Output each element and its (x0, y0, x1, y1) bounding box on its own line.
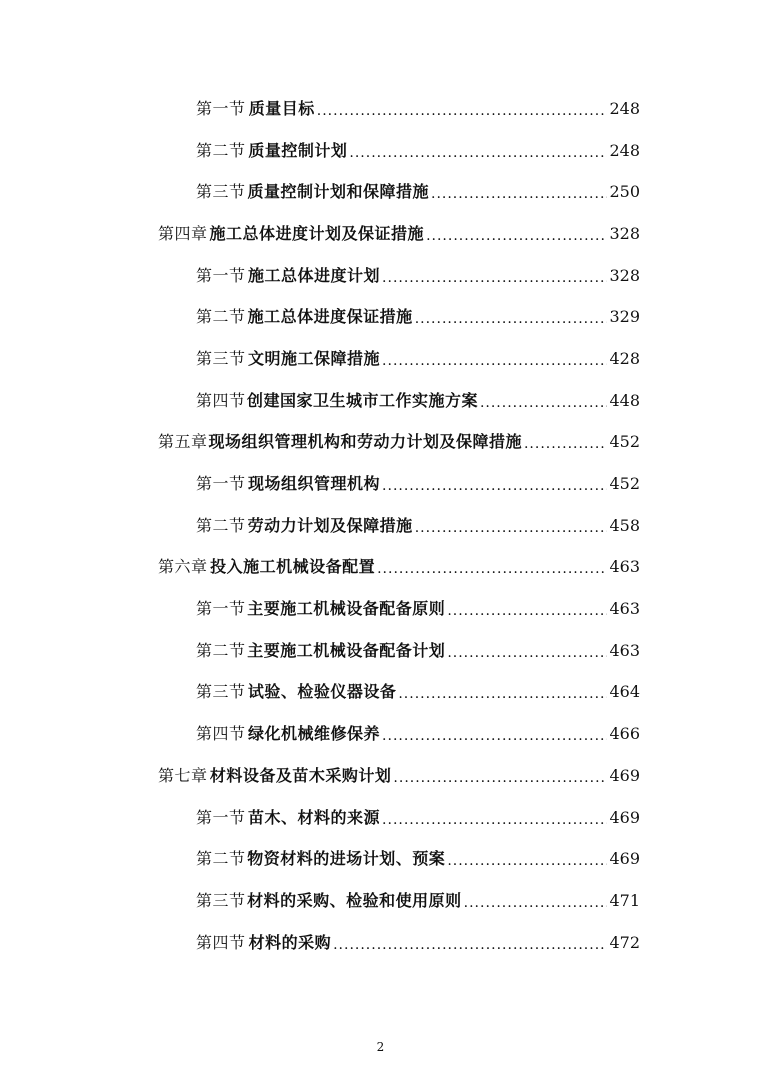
toc-entry-page: 469 (609, 807, 640, 827)
toc-entry-title: 投入施工机械设备配置 (210, 557, 376, 577)
toc-dot-leader (426, 226, 607, 246)
toc-entry[interactable] (0, 130, 761, 172)
toc-entry-page: 250 (609, 182, 640, 202)
toc-entry[interactable] (0, 672, 761, 714)
toc-entry-label: 第四节 (196, 932, 246, 952)
toc-entry-title: 施工总体进度保证措施 (247, 307, 413, 327)
toc-entry-label: 第三节 (196, 348, 246, 368)
toc-dot-leader (415, 309, 608, 329)
toc-dot-leader (431, 184, 607, 204)
toc-dot-leader (464, 893, 608, 913)
toc-entry-label: 第二节 (196, 140, 246, 160)
toc-entry-title: 材料的采购、检验和使用原则 (247, 890, 462, 910)
toc-entry-label: 第四节 (196, 390, 246, 410)
toc-entry-label: 第五章 (158, 432, 208, 452)
toc-entry[interactable] (0, 755, 761, 797)
toc-dot-leader (333, 935, 607, 955)
toc-entry-label: 第一节 (196, 98, 246, 118)
toc-entry-page: 463 (609, 557, 640, 577)
toc-entry-label: 第二节 (196, 515, 246, 535)
toc-entry[interactable] (0, 588, 761, 630)
toc-entry[interactable] (0, 338, 761, 380)
toc-entry-label: 第四章 (158, 223, 208, 243)
toc-dot-leader (447, 601, 607, 621)
toc-entry-title: 物资材料的进场计划、预案 (247, 849, 446, 869)
toc-dot-leader (377, 559, 607, 579)
toc-entry[interactable] (0, 380, 761, 422)
toc-entry-title: 现场组织管理机构 (248, 474, 381, 494)
table-of-contents (0, 88, 761, 963)
toc-entry-label: 第二节 (196, 849, 246, 869)
toc-entry-label: 第四节 (196, 724, 246, 744)
toc-dot-leader (393, 768, 607, 788)
toc-entry-page: 452 (609, 432, 640, 452)
toc-entry-title: 质量控制计划和保障措施 (247, 182, 429, 202)
toc-entry-page: 452 (609, 474, 640, 494)
toc-entry-page: 328 (609, 265, 640, 285)
toc-entry-label: 第一节 (196, 599, 246, 619)
toc-entry-label: 第二节 (196, 307, 246, 327)
toc-entry[interactable] (0, 922, 761, 964)
toc-entry-title: 施工总体进度计划及保证措施 (209, 223, 425, 243)
toc-entry-label: 第一节 (196, 807, 246, 827)
toc-entry-title: 试验、检验仪器设备 (247, 682, 397, 702)
toc-dot-leader (349, 143, 607, 163)
toc-entry[interactable] (0, 88, 761, 130)
toc-entry-label: 第七章 (158, 765, 208, 785)
toc-dot-leader (447, 851, 607, 871)
toc-entry-title: 质量控制计划 (248, 140, 348, 160)
toc-entry[interactable] (0, 255, 761, 297)
toc-dot-leader (398, 684, 607, 704)
toc-dot-leader (415, 518, 608, 538)
toc-entry-title: 质量目标 (248, 98, 315, 118)
toc-entry[interactable] (0, 713, 761, 755)
toc-entry[interactable] (0, 547, 761, 589)
toc-entry-title: 材料的采购 (248, 932, 332, 952)
toc-entry-page: 464 (609, 682, 640, 702)
toc-entry-label: 第一节 (196, 265, 246, 285)
toc-dot-leader (382, 476, 607, 496)
toc-entry-title: 主要施工机械设备配备计划 (247, 640, 446, 660)
toc-entry[interactable] (0, 422, 761, 464)
toc-entry-label: 第三节 (196, 682, 246, 702)
toc-entry-title: 主要施工机械设备配备原则 (247, 599, 446, 619)
toc-entry-label: 第一节 (196, 474, 246, 494)
toc-entry[interactable] (0, 213, 761, 255)
toc-entry-page: 328 (609, 223, 640, 243)
toc-entry-label: 第三节 (196, 890, 246, 910)
toc-dot-leader (382, 268, 607, 288)
toc-entry-page: 329 (609, 307, 640, 327)
toc-dot-leader (447, 643, 607, 663)
toc-entry-page: 248 (609, 98, 640, 118)
toc-entry[interactable] (0, 880, 761, 922)
toc-dot-leader (480, 393, 608, 413)
toc-entry-page: 448 (609, 390, 640, 410)
toc-entry-page: 458 (609, 515, 640, 535)
toc-entry-title: 现场组织管理机构和劳动力计划及保障措施 (208, 432, 522, 452)
toc-dot-leader (382, 810, 607, 830)
toc-entry[interactable] (0, 797, 761, 839)
toc-entry-title: 苗木、材料的来源 (248, 807, 381, 827)
toc-entry-title: 文明施工保障措施 (248, 348, 381, 368)
toc-entry[interactable] (0, 463, 761, 505)
toc-entry[interactable] (0, 838, 761, 880)
toc-dot-leader (317, 101, 608, 121)
toc-entry-title: 劳动力计划及保障措施 (247, 515, 413, 535)
toc-entry[interactable] (0, 171, 761, 213)
toc-dot-leader (382, 351, 607, 371)
toc-entry-title: 创建国家卫生城市工作实施方案 (246, 390, 478, 410)
toc-entry-page: 469 (609, 849, 640, 869)
toc-entry-title: 材料设备及苗木采购计划 (209, 765, 392, 785)
toc-entry-title: 绿化机械维修保养 (248, 724, 381, 744)
toc-entry-page: 472 (609, 932, 640, 952)
toc-dot-leader (524, 434, 607, 454)
toc-entry-label: 第三节 (196, 182, 246, 202)
toc-entry-page: 466 (609, 724, 640, 744)
toc-entry[interactable] (0, 630, 761, 672)
toc-entry-page: 463 (609, 640, 640, 660)
toc-entry-page: 471 (609, 890, 640, 910)
toc-dot-leader (382, 726, 607, 746)
toc-entry-label: 第六章 (158, 557, 208, 577)
toc-entry[interactable] (0, 296, 761, 338)
toc-entry-page: 463 (609, 599, 640, 619)
toc-entry-title: 施工总体进度计划 (248, 265, 381, 285)
toc-entry-page: 248 (609, 140, 640, 160)
toc-entry-page: 428 (609, 348, 640, 368)
toc-entry-page: 469 (609, 765, 640, 785)
toc-entry-label: 第二节 (196, 640, 246, 660)
page-number: 2 (376, 1040, 385, 1054)
toc-entry[interactable] (0, 505, 761, 547)
